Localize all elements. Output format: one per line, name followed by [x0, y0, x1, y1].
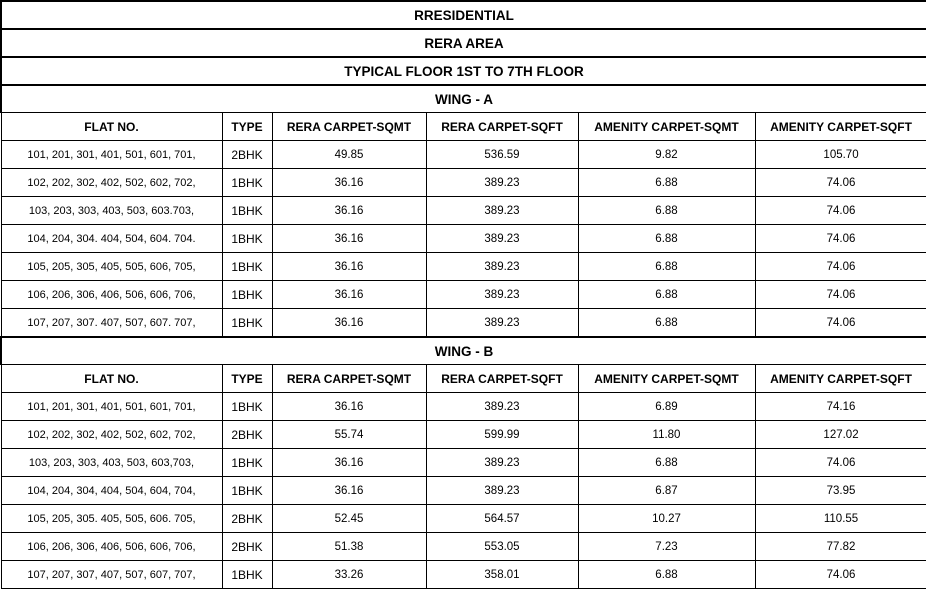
cell-rera-carpet-sqft: 389.23 [426, 225, 578, 253]
banner-row-typical-floor [1, 57, 926, 85]
cell-rera-carpet-sqft: 553.05 [426, 533, 578, 561]
cell-type: 1BHK [222, 253, 272, 281]
cell-amenity-carpet-sqft: 77.82 [755, 533, 926, 561]
cell-rera-carpet-sqft: 389.23 [426, 169, 578, 197]
cell-amenity-carpet-sqft: 74.06 [755, 281, 926, 309]
cell-rera-carpet-sqmt: 36.16 [272, 197, 426, 225]
cell-amenity-carpet-sqmt: 7.23 [578, 533, 755, 561]
column-header-amenity-carpet-sqmt: AMENITY CARPET-SQMT [578, 113, 755, 141]
column-header-rera-carpet-sqft: RERA CARPET-SQFT [426, 365, 578, 393]
title-rera-area: RERA AREA [1, 29, 926, 57]
cell-flat-no: 102, 202, 302, 402, 502, 602, 702, [1, 421, 222, 449]
table-body [1, 1, 926, 589]
cell-rera-carpet-sqft: 536.59 [426, 141, 578, 169]
wing-a-title: WING - A [1, 85, 926, 113]
column-header-rera-carpet-sqmt: RERA CARPET-SQMT [272, 365, 426, 393]
cell-flat-no: 105, 205, 305, 405, 505, 606, 705, [1, 253, 222, 281]
cell-flat-no: 104, 204, 304, 404, 504, 604, 704, [1, 477, 222, 505]
cell-flat-no: 106, 206, 306, 406, 506, 606, 706, [1, 533, 222, 561]
table-row [1, 309, 926, 338]
cell-amenity-carpet-sqft: 74.06 [755, 309, 926, 338]
cell-rera-carpet-sqft: 599.99 [426, 421, 578, 449]
cell-rera-carpet-sqmt: 36.16 [272, 253, 426, 281]
cell-rera-carpet-sqmt: 36.16 [272, 225, 426, 253]
cell-amenity-carpet-sqft: 110.55 [755, 505, 926, 533]
cell-type: 2BHK [222, 505, 272, 533]
column-header-rera-carpet-sqft: RERA CARPET-SQFT [426, 113, 578, 141]
table-row [1, 421, 926, 449]
cell-amenity-carpet-sqmt: 10.27 [578, 505, 755, 533]
cell-rera-carpet-sqmt: 36.16 [272, 393, 426, 421]
cell-amenity-carpet-sqft: 74.06 [755, 449, 926, 477]
cell-amenity-carpet-sqft: 74.06 [755, 169, 926, 197]
column-header-flat-no: FLAT NO. [1, 113, 222, 141]
wing-b-header-row [1, 365, 926, 393]
cell-amenity-carpet-sqmt: 6.88 [578, 561, 755, 589]
cell-flat-no: 103, 203, 303, 403, 503, 603,703, [1, 449, 222, 477]
cell-amenity-carpet-sqmt: 6.88 [578, 309, 755, 338]
cell-amenity-carpet-sqmt: 6.88 [578, 281, 755, 309]
table-row [1, 253, 926, 281]
title-typical-floor: TYPICAL FLOOR 1ST TO 7TH FLOOR [1, 57, 926, 85]
column-header-amenity-carpet-sqft: AMENITY CARPET-SQFT [755, 365, 926, 393]
cell-rera-carpet-sqmt: 36.16 [272, 169, 426, 197]
table-row [1, 225, 926, 253]
cell-amenity-carpet-sqmt: 6.87 [578, 477, 755, 505]
cell-rera-carpet-sqft: 389.23 [426, 449, 578, 477]
cell-flat-no: 107, 207, 307. 407, 507, 607. 707, [1, 309, 222, 338]
column-header-amenity-carpet-sqmt: AMENITY CARPET-SQMT [578, 365, 755, 393]
cell-amenity-carpet-sqmt: 9.82 [578, 141, 755, 169]
cell-amenity-carpet-sqft: 74.06 [755, 253, 926, 281]
cell-amenity-carpet-sqft: 74.16 [755, 393, 926, 421]
cell-rera-carpet-sqft: 389.23 [426, 197, 578, 225]
column-header-type: TYPE [222, 365, 272, 393]
cell-type: 1BHK [222, 197, 272, 225]
cell-flat-no: 102, 202, 302, 402, 502, 602, 702, [1, 169, 222, 197]
cell-rera-carpet-sqmt: 36.16 [272, 477, 426, 505]
cell-rera-carpet-sqmt: 49.85 [272, 141, 426, 169]
cell-flat-no: 107, 207, 307, 407, 507, 607, 707, [1, 561, 222, 589]
wing-b-title: WING - B [1, 337, 926, 365]
cell-amenity-carpet-sqft: 74.06 [755, 197, 926, 225]
cell-amenity-carpet-sqmt: 6.88 [578, 449, 755, 477]
cell-amenity-carpet-sqft: 74.06 [755, 561, 926, 589]
table-row [1, 169, 926, 197]
cell-amenity-carpet-sqmt: 6.88 [578, 225, 755, 253]
cell-amenity-carpet-sqft: 73.95 [755, 477, 926, 505]
banner-row-rera-area [1, 29, 926, 57]
cell-rera-carpet-sqft: 389.23 [426, 477, 578, 505]
cell-amenity-carpet-sqmt: 6.89 [578, 393, 755, 421]
cell-amenity-carpet-sqft: 105.70 [755, 141, 926, 169]
cell-rera-carpet-sqft: 358.01 [426, 561, 578, 589]
cell-flat-no: 104, 204, 304. 404, 504, 604. 704. [1, 225, 222, 253]
title-residential: RRESIDENTIAL [1, 1, 926, 29]
table-row [1, 533, 926, 561]
cell-rera-carpet-sqft: 389.23 [426, 309, 578, 338]
cell-rera-carpet-sqmt: 36.16 [272, 309, 426, 338]
cell-type: 1BHK [222, 169, 272, 197]
cell-type: 1BHK [222, 281, 272, 309]
banner-row-residential [1, 1, 926, 29]
wing-a-header-row [1, 113, 926, 141]
table-row [1, 393, 926, 421]
cell-flat-no: 106, 206, 306, 406, 506, 606, 706, [1, 281, 222, 309]
cell-rera-carpet-sqmt: 55.74 [272, 421, 426, 449]
cell-rera-carpet-sqmt: 36.16 [272, 449, 426, 477]
cell-flat-no: 101, 201, 301, 401, 501, 601, 701, [1, 393, 222, 421]
cell-type: 1BHK [222, 561, 272, 589]
table-row [1, 197, 926, 225]
cell-amenity-carpet-sqmt: 6.88 [578, 169, 755, 197]
cell-amenity-carpet-sqft: 74.06 [755, 225, 926, 253]
cell-flat-no: 103, 203, 303, 403, 503, 603.703, [1, 197, 222, 225]
cell-type: 1BHK [222, 225, 272, 253]
cell-type: 1BHK [222, 477, 272, 505]
cell-rera-carpet-sqmt: 52.45 [272, 505, 426, 533]
cell-flat-no: 105, 205, 305. 405, 505, 606. 705, [1, 505, 222, 533]
cell-type: 1BHK [222, 449, 272, 477]
cell-rera-carpet-sqft: 564.57 [426, 505, 578, 533]
cell-flat-no: 101, 201, 301, 401, 501, 601, 701, [1, 141, 222, 169]
cell-rera-carpet-sqft: 389.23 [426, 393, 578, 421]
cell-rera-carpet-sqmt: 51.38 [272, 533, 426, 561]
cell-type: 1BHK [222, 393, 272, 421]
cell-rera-carpet-sqft: 389.23 [426, 253, 578, 281]
table-row [1, 561, 926, 589]
column-header-amenity-carpet-sqft: AMENITY CARPET-SQFT [755, 113, 926, 141]
column-header-flat-no: FLAT NO. [1, 365, 222, 393]
table-row [1, 281, 926, 309]
column-header-type: TYPE [222, 113, 272, 141]
wing-b-title-row [1, 337, 926, 365]
table-row [1, 477, 926, 505]
cell-rera-carpet-sqft: 389.23 [426, 281, 578, 309]
cell-amenity-carpet-sqmt: 11.80 [578, 421, 755, 449]
table-row [1, 449, 926, 477]
cell-amenity-carpet-sqmt: 6.88 [578, 253, 755, 281]
cell-rera-carpet-sqmt: 36.16 [272, 281, 426, 309]
cell-type: 2BHK [222, 141, 272, 169]
cell-type: 1BHK [222, 309, 272, 338]
table-row [1, 141, 926, 169]
cell-amenity-carpet-sqmt: 6.88 [578, 197, 755, 225]
cell-type: 2BHK [222, 533, 272, 561]
table-row [1, 505, 926, 533]
cell-rera-carpet-sqmt: 33.26 [272, 561, 426, 589]
cell-amenity-carpet-sqft: 127.02 [755, 421, 926, 449]
column-header-rera-carpet-sqmt: RERA CARPET-SQMT [272, 113, 426, 141]
cell-type: 2BHK [222, 421, 272, 449]
wing-a-title-row [1, 85, 926, 113]
